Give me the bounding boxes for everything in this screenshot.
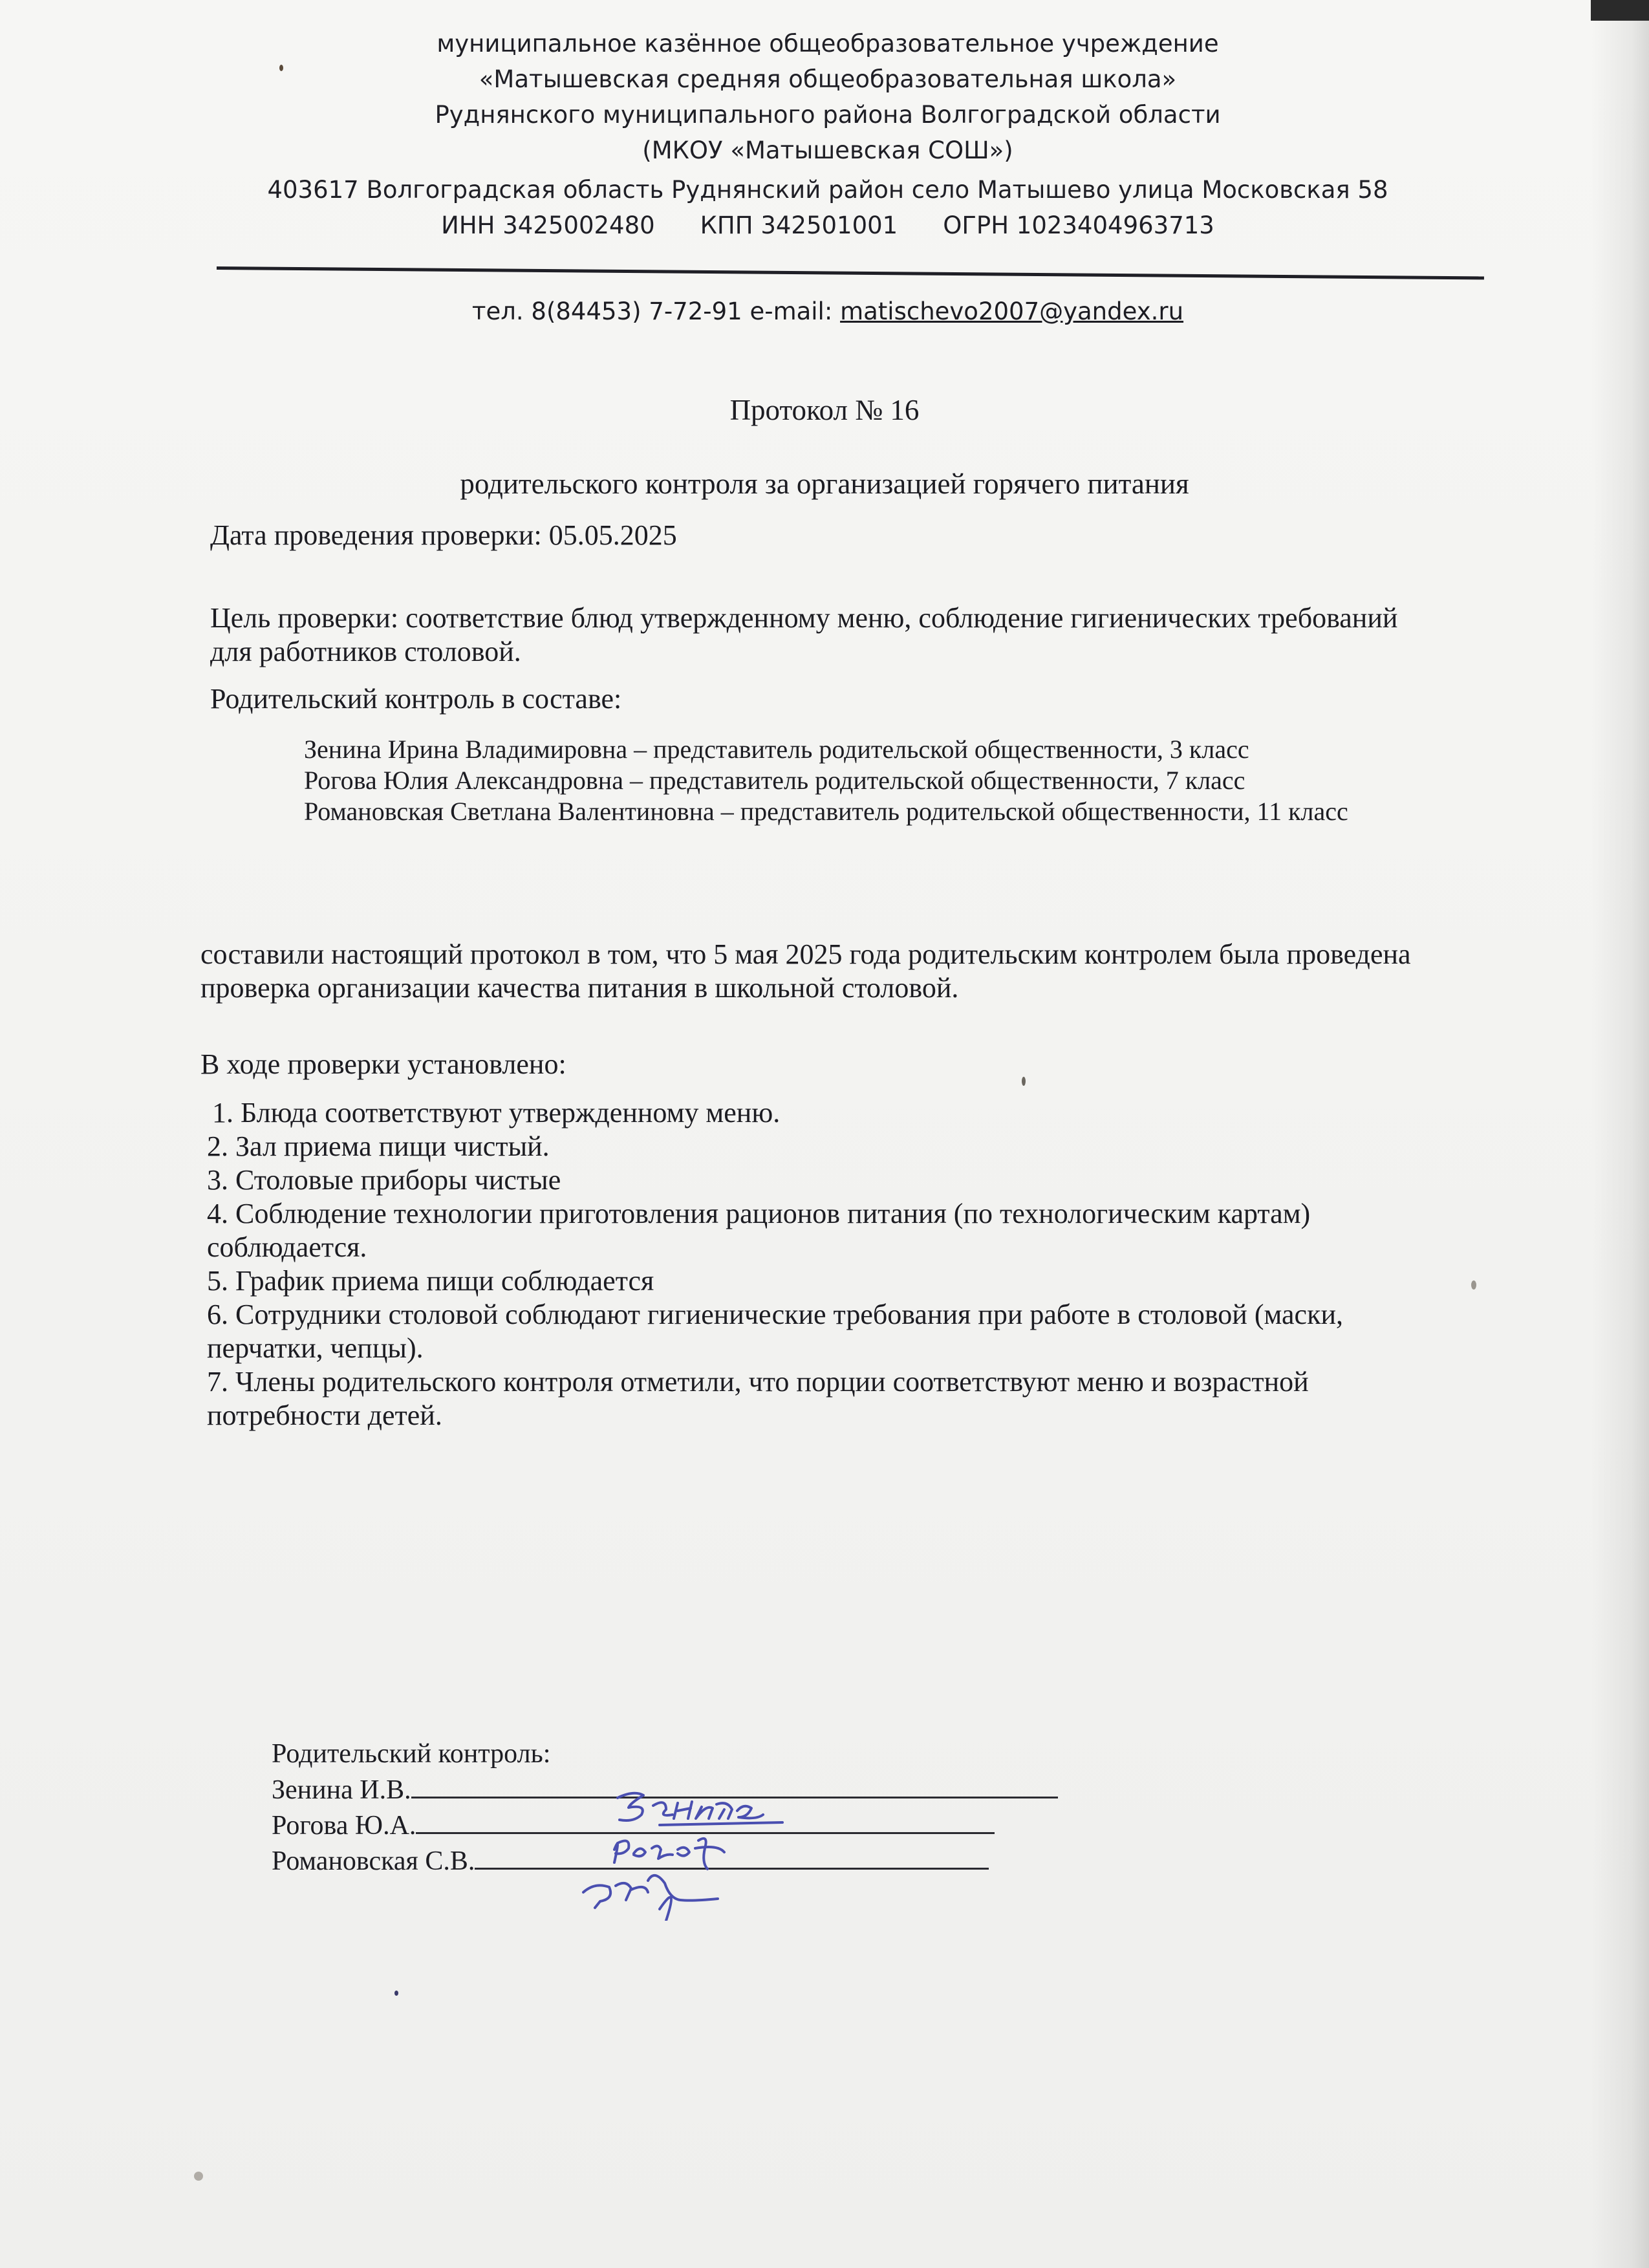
list-item: 5. График приема пищи соблюдается <box>207 1265 654 1297</box>
list-item: 3. Столовые приборы чистые <box>207 1164 561 1196</box>
letterhead-requisites <box>194 208 1461 243</box>
inspection-goal: Цель проверки: соответствие блюд утвержденному меню, соблюдение гигиенических требований для работников столовой. <box>210 602 1398 667</box>
scan-speck <box>394 1991 398 1996</box>
phone-text: тел. 8(84453) 7-72-91 e-mail: <box>471 297 841 325</box>
scan-speck <box>279 65 283 71</box>
letterhead-address: 403617 Волгоградская область Руднянский район село Матышево улица Московская 58 <box>267 176 1388 204</box>
inn-value: ИНН 3425002480 <box>441 211 655 239</box>
kpp-value: КПП 342501001 <box>700 211 898 239</box>
signer-name: Рогова Ю.А. <box>272 1811 416 1841</box>
signer-name: Романовская С.В. <box>272 1846 475 1876</box>
findings-label: В ходе проверки установлено: <box>200 1048 566 1080</box>
letterhead-divider <box>217 266 1484 279</box>
scan-edge-shadow <box>1591 0 1649 2268</box>
signature-heading: Родительский контроль: <box>272 1739 551 1769</box>
letterhead-org-type: муниципальное казённое общеобразовательное учреждение <box>436 30 1219 58</box>
scan-speck <box>194 2172 203 2181</box>
list-item: Зенина Ирина Владимировна – представитель родительской общественности, 3 класс <box>304 735 1249 764</box>
email-link[interactable]: matischevo2007@yandex.ru <box>840 297 1184 325</box>
letterhead-school-name: «Матышевская средняя общеобразовательная школа» <box>479 65 1177 93</box>
protocol-subtitle: родительского контроля за организацией горячего питания <box>460 468 1189 500</box>
members-list <box>304 734 1436 827</box>
list-item: 6. Сотрудники столовой соблюдают гигиенические требования при работе в столовой (маски, перчатки, чепцы). <box>207 1299 1344 1364</box>
list-item: Рогова Юлия Александровна – представитель родительской общественности, 7 класс <box>304 766 1245 795</box>
list-item: 4. Соблюдение технологии приготовления рационов питания (по технологическим картам) соблюдается. <box>207 1198 1311 1263</box>
letterhead <box>194 26 1461 243</box>
letterhead-contacts <box>194 297 1461 325</box>
protocol-title: Протокол № 16 <box>729 394 920 426</box>
findings-list <box>207 1096 1436 1432</box>
list-item: Романовская Светлана Валентиновна – представитель родительской общественности, 11 класс <box>304 797 1348 826</box>
list-item: 7. Члены родительского контроля отметили, что порции соответствуют меню и возрастной потребности детей. <box>207 1366 1309 1431</box>
letterhead-short-name: (МКОУ «Матышевская СОШ») <box>642 136 1013 164</box>
protocol-statement: составили настоящий протокол в том, что 5 мая 2025 года родительским контролем была проведена проверка организации качества питания в школьной столовой. <box>200 938 1411 1004</box>
scan-speck <box>1022 1077 1026 1086</box>
ogrn-value: ОГРН 1023404963713 <box>943 211 1214 239</box>
handwritten-signatures <box>569 1772 841 1921</box>
letterhead-district: Руднянского муниципального района Волгоградской области <box>435 101 1221 129</box>
list-item: 2. Зал приема пищи чистый. <box>207 1130 550 1162</box>
scan-speck <box>1471 1280 1476 1290</box>
list-item: 1. Блюда соответствуют утвержденному меню. <box>212 1097 781 1129</box>
scan-corner <box>1591 0 1649 21</box>
composition-label: Родительский контроль в составе: <box>210 683 622 715</box>
inspection-date: Дата проведения проверки: 05.05.2025 <box>210 519 677 551</box>
signer-name: Зенина И.В. <box>272 1775 411 1805</box>
